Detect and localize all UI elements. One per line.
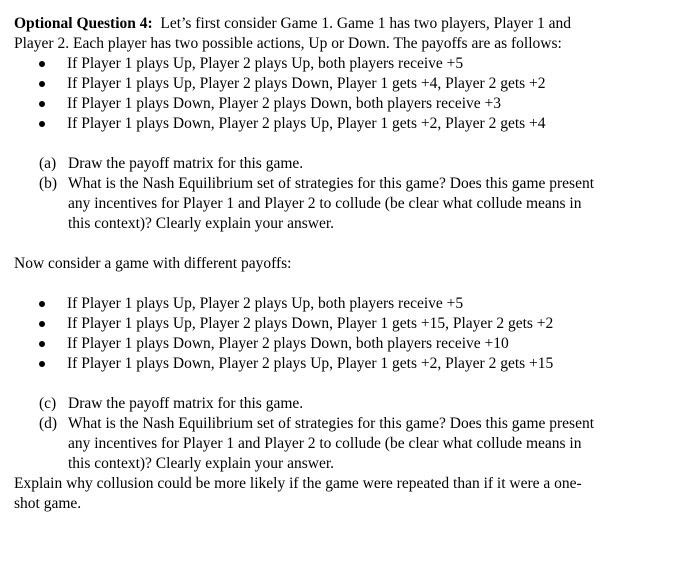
part-d-line-2: any incentives for Player 1 and Player 2 to collude (be clear what collude means in <box>68 435 582 452</box>
list-item: If Player 1 plays Down, Player 2 plays Up, Player 1 gets +2, Player 2 gets +15 <box>14 354 684 374</box>
question-document <box>14 14 684 514</box>
part-c-text: Draw the payoff matrix for this game. <box>68 395 304 412</box>
bullet-icon <box>39 341 45 347</box>
closing-line-2: shot game. <box>14 495 82 512</box>
intro-line-1 <box>14 14 684 34</box>
list-item: If Player 1 plays Up, Player 2 plays Up, both players receive +5 <box>14 54 684 74</box>
bullet-icon <box>39 61 45 67</box>
list-item: If Player 1 plays Down, Player 2 plays Down, both players receive +3 <box>14 94 684 114</box>
bullet-icon <box>39 121 45 127</box>
bullet-icon <box>39 101 45 107</box>
intro-line-2: Player 2. Each player has two possible actions, Up or Down. The payoffs are as follows: <box>14 35 562 52</box>
intro-text-1: Let’s first consider Game 1. Game 1 has two players, Player 1 and <box>160 15 572 32</box>
part-a <box>14 154 684 174</box>
list-item: If Player 1 plays Up, Player 2 plays Down, Player 1 gets +4, Player 2 gets +2 <box>14 74 684 94</box>
part-b-line-2: any incentives for Player 1 and Player 2 to collude (be clear what collude means in <box>68 195 582 212</box>
part-d-label: (d) <box>39 415 58 432</box>
bullet-icon <box>39 321 45 327</box>
part-c <box>14 394 684 414</box>
part-c-label: (c) <box>39 395 57 412</box>
part-d-line-1: What is the Nash Equilibrium set of strategies for this game? Does this game present <box>68 415 595 432</box>
game2-payoff-list <box>14 294 684 374</box>
part-a-text: Draw the payoff matrix for this game. <box>68 155 304 172</box>
part-b <box>14 174 684 234</box>
bullet-icon <box>39 301 45 307</box>
part-d-line-3: this context)? Clearly explain your answer. <box>68 455 335 472</box>
part-b-line-3: this context)? Clearly explain your answer. <box>68 215 335 232</box>
part-d <box>14 414 684 474</box>
bullet-icon <box>39 361 45 367</box>
game1-payoff-list <box>14 54 684 134</box>
list-item: If Player 1 plays Up, Player 2 plays Up, both players receive +5 <box>14 294 684 314</box>
question-title: Optional Question 4: <box>14 15 153 32</box>
closing-line-1: Explain why collusion could be more likely if the game were repeated than if it were a one- <box>14 475 582 492</box>
part-a-label: (a) <box>39 155 57 172</box>
part-b-line-1: What is the Nash Equilibrium set of strategies for this game? Does this game present <box>68 175 595 192</box>
list-item: If Player 1 plays Down, Player 2 plays Up, Player 1 gets +2, Player 2 gets +4 <box>14 114 684 134</box>
part-b-label: (b) <box>39 175 58 192</box>
bullet-icon <box>39 81 45 87</box>
list-item: If Player 1 plays Down, Player 2 plays Down, both players receive +10 <box>14 334 684 354</box>
game2-intro: Now consider a game with different payoffs: <box>14 255 292 272</box>
list-item: If Player 1 plays Up, Player 2 plays Down, Player 1 gets +15, Player 2 gets +2 <box>14 314 684 334</box>
